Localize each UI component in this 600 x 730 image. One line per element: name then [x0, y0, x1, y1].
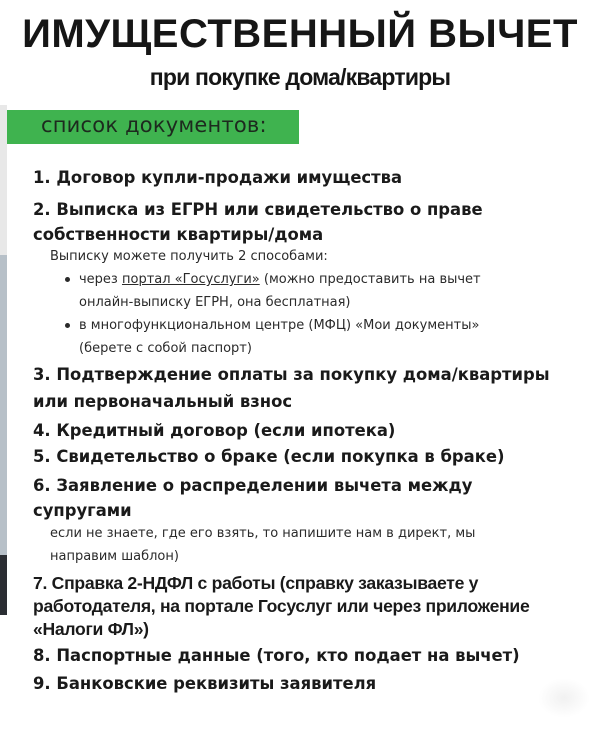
photo-edge-middle	[0, 255, 7, 555]
egrn-note-bullet-2: в многофункциональном центре (МФЦ) «Мои документы»	[79, 318, 480, 333]
egrn-note-bullet-1: через портал «Госуслуги» (можно предоставить на вычет	[79, 272, 481, 287]
egrn-note-bullet-1-line-2: онлайн-выписку ЕГРН, она бесплатная)	[79, 295, 351, 310]
egrn-note-bullet-2-line-2: (берете с собой паспорт)	[79, 341, 252, 356]
document-item-7-line-3: «Налоги ФЛ»)	[33, 619, 149, 639]
section-banner-label: список документов:	[41, 113, 267, 137]
document-item-8: 8. Паспортные данные (того, кто подает на вычет)	[33, 646, 520, 665]
spouse-note-line-1: если не знаете, где его взять, то напишите нам в директ, мы	[50, 526, 476, 541]
document-item-7-line-1: 7. Справка 2-НДФЛ с работы (справку заказываете у	[33, 573, 479, 593]
document-item-3-line-2: или первоначальный взнос	[33, 392, 293, 411]
document-item-4: 4. Кредитный договор (если ипотека)	[33, 421, 396, 440]
bullet-dot-icon	[65, 277, 70, 282]
document-item-2-line-2: собственности квартиры/дома	[33, 225, 324, 244]
document-item-7-line-2: работодателя, на портале Госуслуг или через приложение	[33, 596, 530, 616]
document-item-1: 1. Договор купли-продажи имущества	[33, 168, 403, 187]
spouse-note-line-2: направим шаблон)	[50, 549, 179, 564]
document-item-6-line-1: 6. Заявление о распределении вычета между	[33, 476, 473, 495]
document-item-9: 9. Банковские реквизиты заявителя	[33, 674, 377, 693]
background-smudge	[538, 678, 590, 718]
document-item-3-line-1: 3. Подтверждение оплаты за покупку дома/квартиры	[33, 365, 550, 384]
document-item-5: 5. Свидетельство о браке (если покупка в браке)	[33, 447, 505, 466]
page-title: ИМУЩЕСТВЕННЫЙ ВЫЧЕТ	[22, 12, 578, 56]
photo-edge-top	[0, 105, 7, 255]
document-item-2-line-1: 2. Выписка из ЕГРН или свидетельство о праве	[33, 200, 483, 219]
document-item-6-line-2: супругами	[33, 501, 132, 520]
section-banner	[7, 110, 299, 144]
egrn-note-intro: Выписку можете получить 2 способами:	[50, 249, 328, 264]
gosuslugi-portal-link[interactable]: портал «Госуслуги»	[121, 272, 260, 287]
photo-edge-bottom	[0, 555, 7, 615]
page-subtitle: при покупке дома/квартиры	[149, 64, 451, 90]
bullet-dot-icon	[65, 323, 70, 328]
